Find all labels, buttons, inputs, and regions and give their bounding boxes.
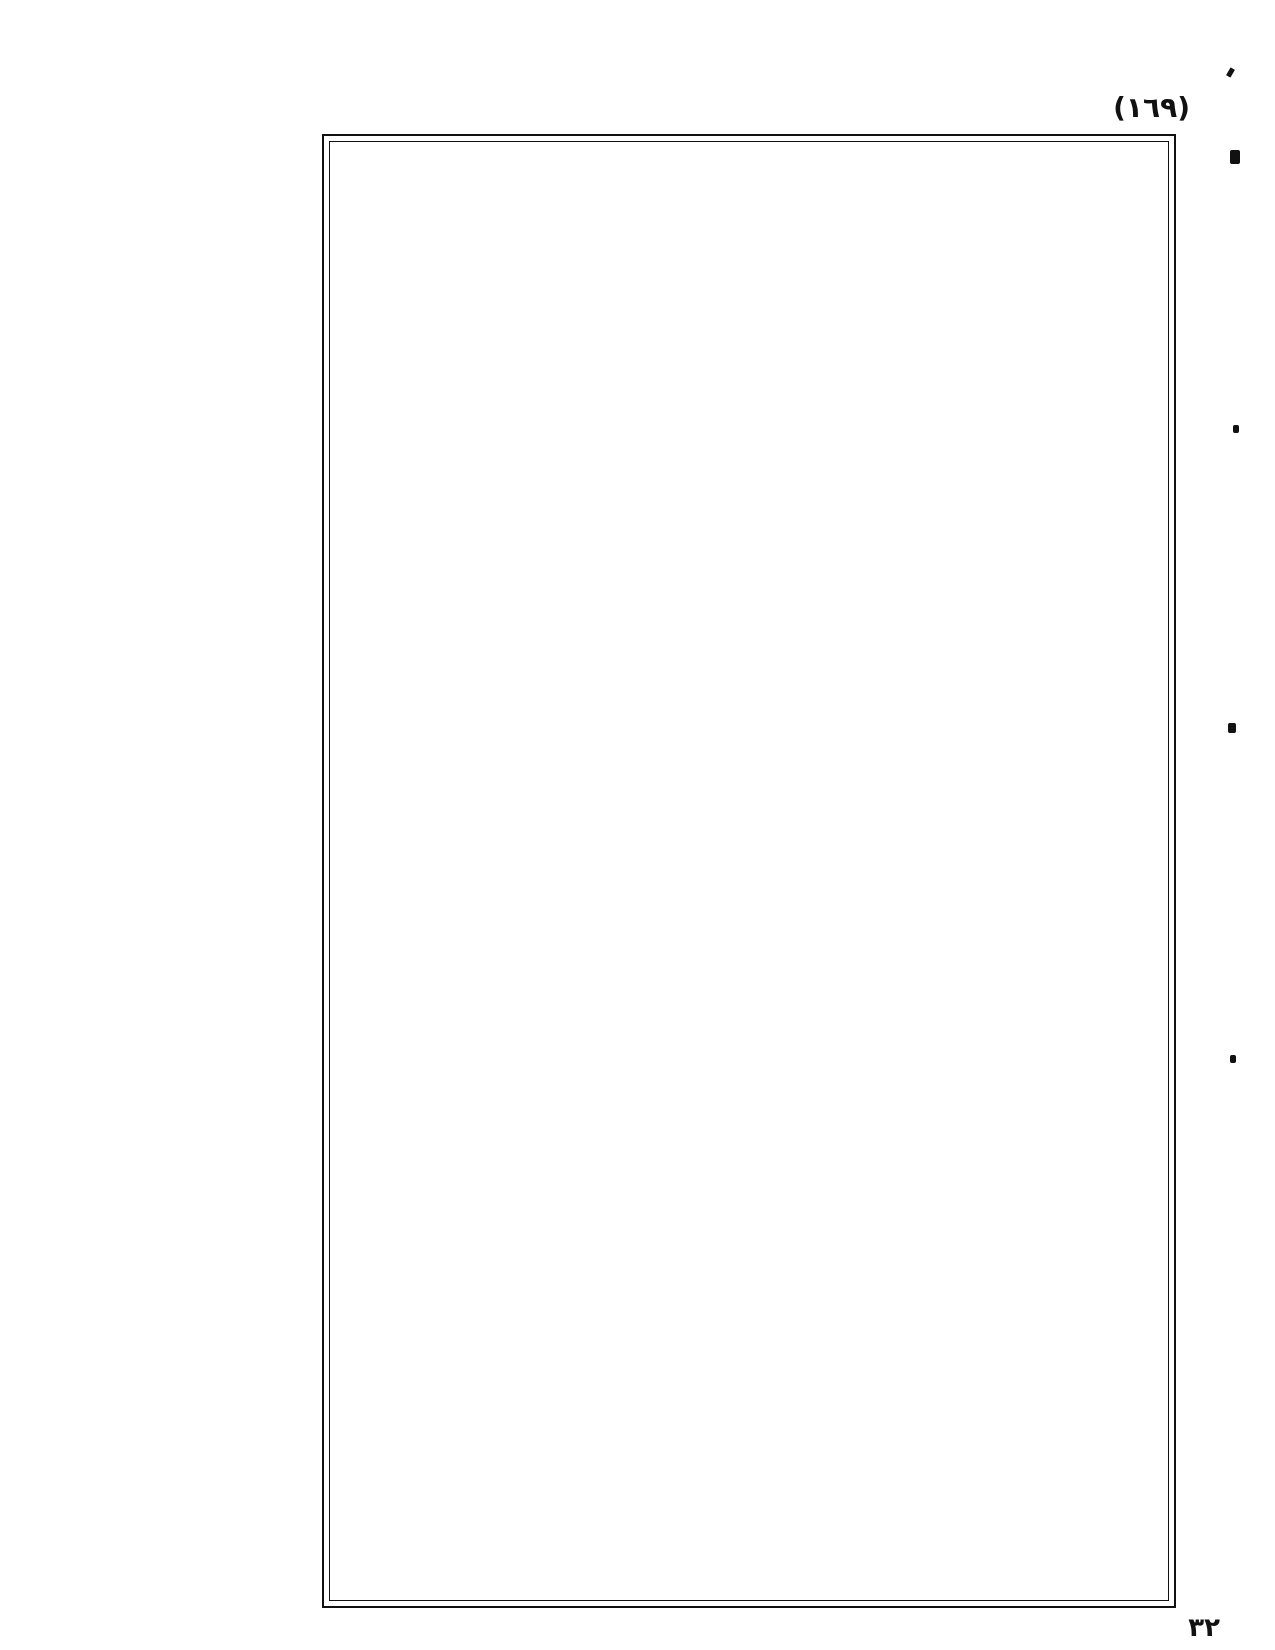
page-number: (١٦٩) — [1113, 91, 1190, 124]
footer-page-ref: ٣٢ — [1188, 1613, 1220, 1643]
corner-mark — [1226, 67, 1235, 77]
margin-commentary — [105, 95, 310, 1600]
margin-marker — [1228, 723, 1236, 733]
margin-marker — [1230, 150, 1240, 164]
main-text-body — [345, 150, 1160, 1590]
page-footer — [105, 1610, 1220, 1646]
margin-marker — [1233, 425, 1239, 433]
margin-marker — [1230, 1055, 1236, 1063]
